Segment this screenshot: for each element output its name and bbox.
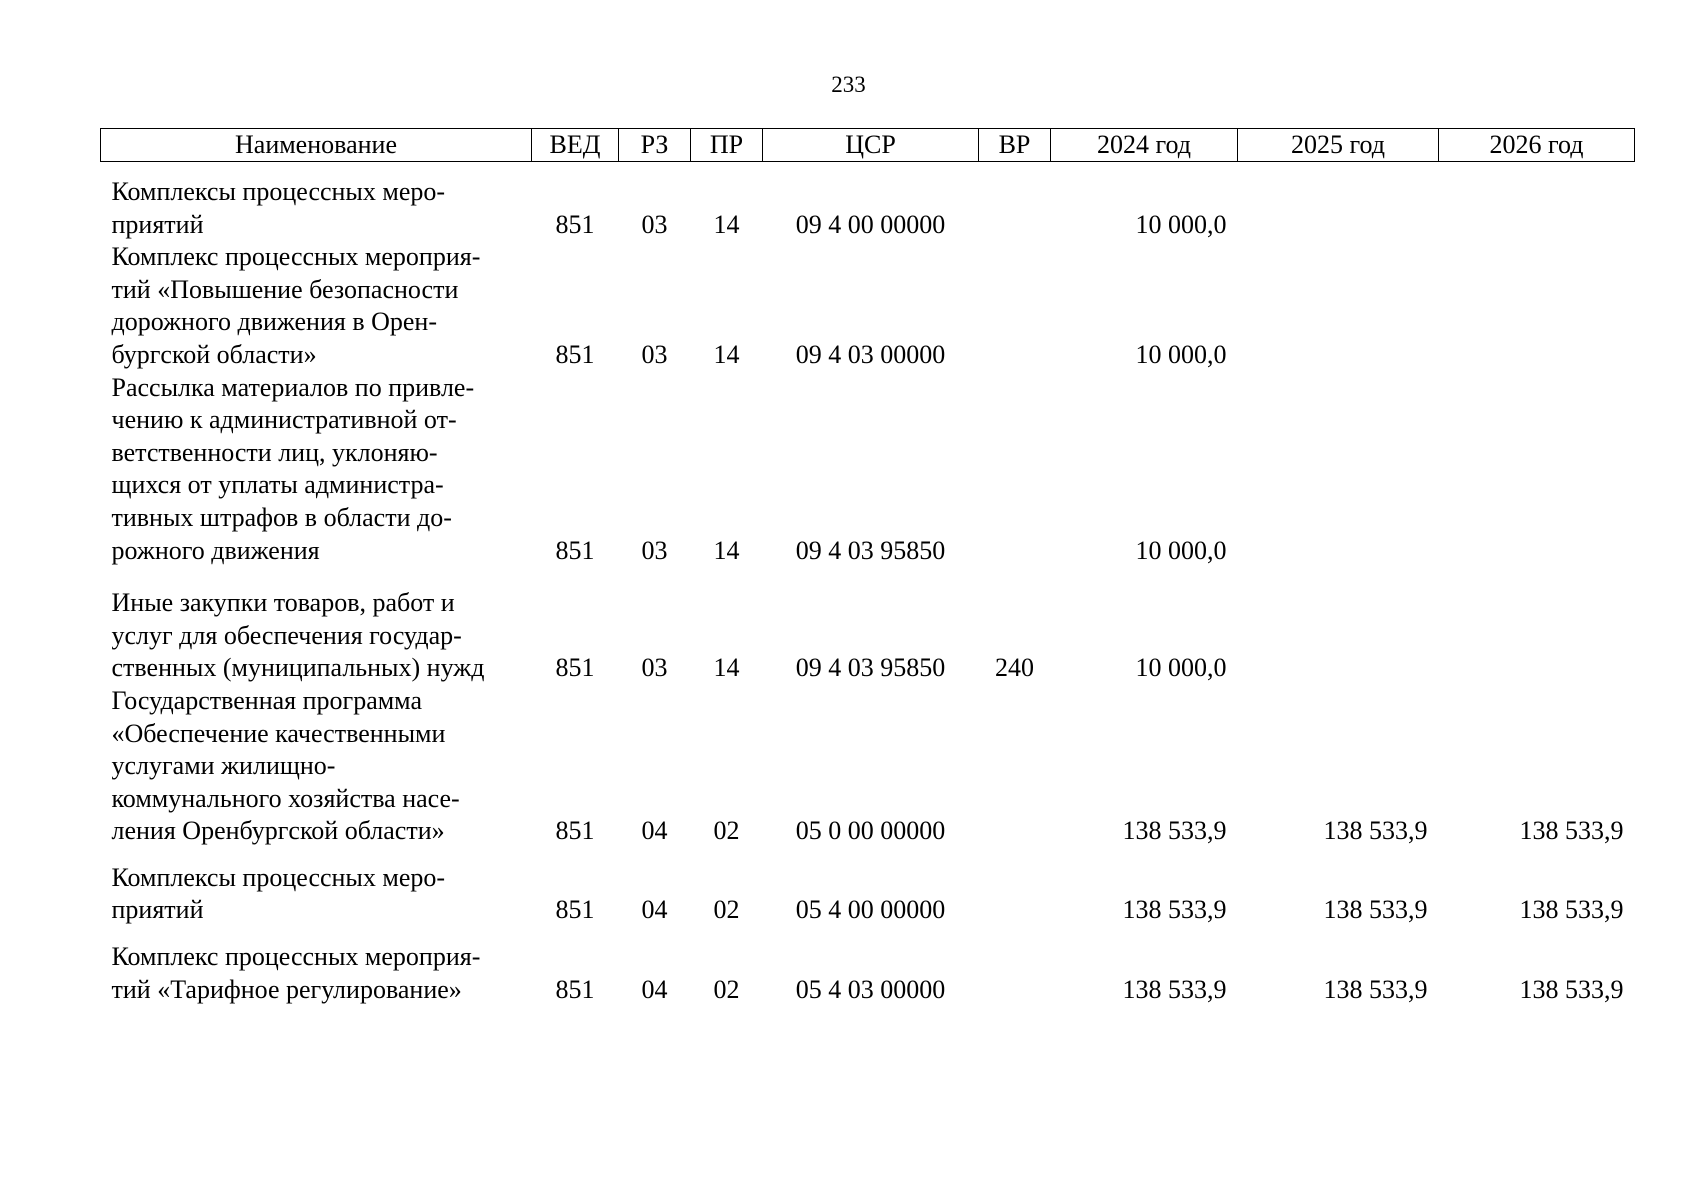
row-value-2024: 10 000,0: [1135, 535, 1227, 565]
row-vr: [979, 241, 1051, 371]
row-vr: [979, 372, 1051, 568]
table-header: [101, 129, 1635, 162]
row-value-2024: 138 533,9: [1122, 974, 1227, 1004]
table-row: [101, 567, 1635, 685]
row-value-2025: 138 533,9: [1323, 816, 1428, 846]
table-row: [101, 848, 1635, 927]
row-csr: 05 4 00 00000: [795, 895, 946, 925]
row-pr: 14: [713, 339, 740, 369]
row-name: Комплекс процессных мероприя- тий «Тарифное регулирование»: [111, 942, 481, 1004]
row-value-2026: 138 533,9: [1519, 895, 1624, 925]
table-row: [101, 372, 1635, 568]
row-value-2024: 10 000,0: [1135, 339, 1227, 369]
row-ved: 851: [555, 339, 595, 369]
row-value-2026: 138 533,9: [1519, 974, 1624, 1004]
page-number: 233: [831, 72, 866, 97]
row-rz: 03: [641, 209, 668, 239]
row-rz: 04: [641, 974, 668, 1004]
table-row: [101, 162, 1635, 242]
row-value-2025: [1238, 372, 1439, 568]
row-vr: [979, 162, 1051, 242]
row-csr: 09 4 03 95850: [795, 653, 946, 683]
row-name: Иные закупки товаров, работ и услуг для обеспечения государ- ственных (муниципальных) нужд: [111, 588, 485, 683]
row-value-2024: 10 000,0: [1135, 209, 1227, 239]
row-pr: 14: [713, 653, 740, 683]
row-name: Государственная программа «Обеспечение качественными услугами жилищно- коммунального хозяйства насе- ления Оренбургской области»: [111, 685, 460, 846]
header-2025: 2025 год: [1238, 129, 1439, 162]
row-value-2025: 138 533,9: [1323, 974, 1428, 1004]
row-ved: 851: [555, 974, 595, 1004]
header-csr: ЦСР: [763, 129, 979, 162]
row-vr: 240: [995, 653, 1034, 683]
header-2026: 2026 год: [1439, 129, 1635, 162]
row-vr: [979, 848, 1051, 927]
row-ved: 851: [555, 895, 595, 925]
row-value-2025: [1238, 567, 1439, 685]
row-ved: 851: [555, 535, 595, 565]
row-rz: 04: [641, 816, 668, 846]
table-row: [101, 927, 1635, 1006]
header-row: [101, 129, 1635, 162]
row-ved: 851: [555, 653, 595, 683]
row-pr: 14: [713, 209, 740, 239]
header-vr: ВР: [979, 129, 1051, 162]
row-ved: 851: [555, 816, 595, 846]
row-name: Комплекс процессных мероприя- тий «Повышение безопасности дорожного движения в Орен- бургской области»: [111, 242, 481, 369]
row-name: Комплексы процессных меро- приятий: [111, 862, 446, 925]
row-value-2026: 138 533,9: [1519, 816, 1624, 846]
row-rz: 03: [641, 653, 668, 683]
row-value-2026: [1439, 372, 1635, 568]
header-2024: 2024 год: [1051, 129, 1238, 162]
row-csr: 05 4 03 00000: [795, 974, 946, 1004]
header-name: Наименование: [101, 129, 532, 162]
row-value-2026: [1439, 241, 1635, 371]
budget-table: [100, 128, 1635, 1006]
row-csr: 09 4 03 00000: [795, 339, 946, 369]
table-row: [101, 685, 1635, 848]
row-ved: 851: [555, 209, 595, 239]
row-csr: 09 4 00 00000: [795, 209, 946, 239]
row-value-2024: 10 000,0: [1135, 653, 1227, 683]
table-body: [101, 162, 1635, 1007]
header-pr: ПР: [691, 129, 763, 162]
row-csr: 09 4 03 95850: [795, 535, 946, 565]
row-pr: 02: [713, 895, 740, 925]
header-rz: РЗ: [619, 129, 691, 162]
row-vr: [979, 927, 1051, 1006]
row-rz: 03: [641, 339, 668, 369]
row-value-2025: 138 533,9: [1323, 895, 1428, 925]
table-row: [101, 241, 1635, 371]
row-vr: [979, 685, 1051, 848]
row-pr: 02: [713, 816, 740, 846]
row-pr: 14: [713, 535, 740, 565]
row-value-2025: [1238, 162, 1439, 242]
row-rz: 04: [641, 895, 668, 925]
row-pr: 02: [713, 974, 740, 1004]
row-name: Комплексы процессных меро- приятий: [111, 177, 446, 239]
row-rz: 03: [641, 535, 668, 565]
row-value-2026: [1439, 567, 1635, 685]
row-name: Рассылка материалов по привле- чению к административной от- ветственности лиц, уклоняю- щихся от уплаты администра- тивных штрафов в области до- рожного движения: [111, 372, 475, 565]
row-value-2024: 138 533,9: [1122, 895, 1227, 925]
row-value-2025: [1238, 241, 1439, 371]
row-value-2026: [1439, 162, 1635, 242]
row-csr: 05 0 00 00000: [795, 816, 946, 846]
header-ved: ВЕД: [532, 129, 619, 162]
row-value-2024: 138 533,9: [1122, 816, 1227, 846]
